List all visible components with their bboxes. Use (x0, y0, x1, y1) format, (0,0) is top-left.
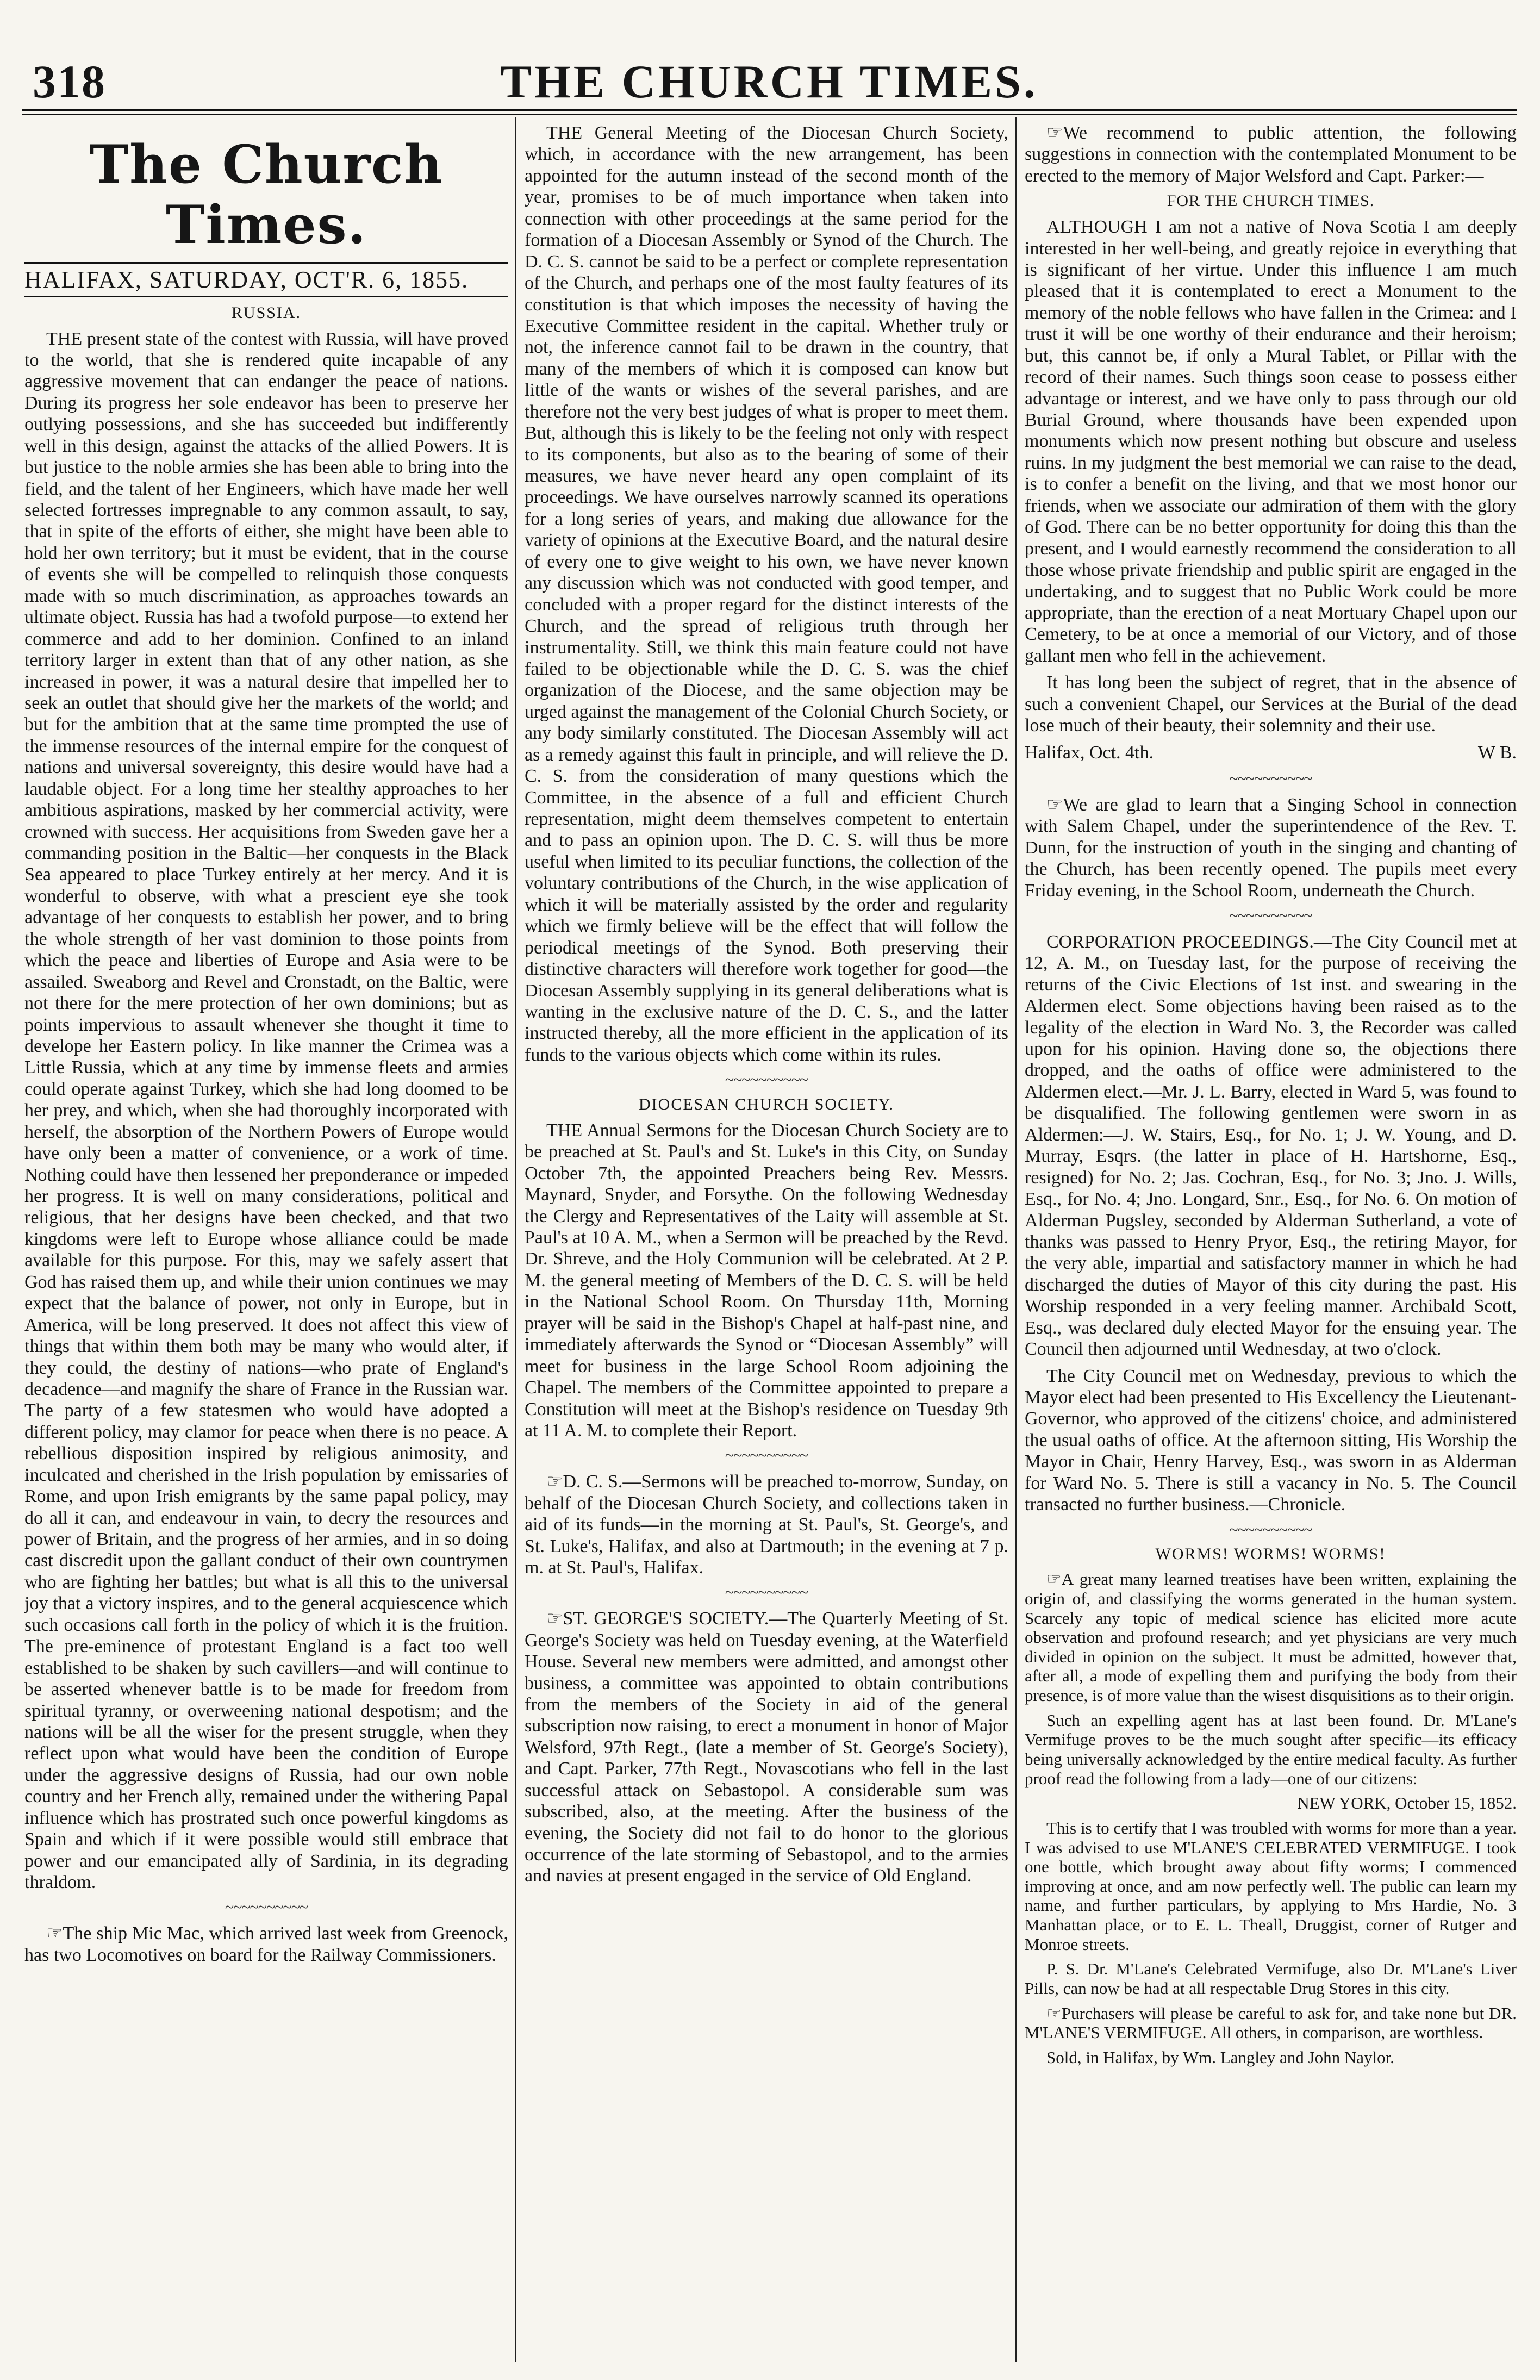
header-rule (22, 109, 1517, 111)
st-georges-society-notice: ☞ST. GEORGE'S SOCIETY.—The Quarterly Meeting of St. George's Society was held on Tuesday evening, at the Waterfield House. Several new members were admitted, and amongst other business, a committee was appointed to obtain contributions from the members of the Society in aid of the general subscription now raising, to erect a monument in honor of Major Welsford, 97th Regt., (late a member of St. George's Society), and Capt. Parker, 77th Regt., Novascotians who fell in the last successful attack on Sebastopol. A considerable sum was subscribed, also, at the meeting. After the business of the evening, the Society did not fail to do honor to the glorious occurrence of the late storming of Sebastopol, and to the armies and navies at present engaged in the service of Old England. (525, 1609, 1008, 1886)
page-number: 318 (33, 55, 106, 108)
divider: ~~~~~~~~~~ (225, 1898, 308, 1917)
masthead (22, 52, 1517, 111)
column-rule (515, 117, 516, 2362)
letter-signoff (1025, 742, 1517, 763)
signoff-place: Halifax, Oct. 4th. (1025, 742, 1154, 763)
divider: ~~~~~~~~~~ (725, 1584, 808, 1602)
running-title: THE CHURCH TIMES. (500, 55, 1038, 108)
divider: ~~~~~~~~~~ (725, 1071, 808, 1089)
divider: ~~~~~~~~~~ (725, 1447, 808, 1465)
letter-body: ALTHOUGH I am not a native of Nova Scotia I am deeply interested in her well-being, and greatly rejoice in everything that is significant of her virtue. Under this influence I am much pleased that it is contemplated to erect a Monument to the memory of the noble fellows who have fallen in the Crimea: and I trust it will be one worthy of their endurance and their heroism; but, this cannot be, if only a Mural Tablet, or Pillar with the record of their names. Such things soon cease to possess either advantage or interest, and we have only to pass through our old Burial Ground, where thousands have been expended upon monuments which now present nothing but obscure and useless ruins. In my judgment the best memorial we can raise to the dead, is to confer a benefit on the living, and that we most honor our friends, when we associate our admiration of them with the glory of God. There can be no better opportunity for doing this than the present, and I would earnestly recommend the consideration to all those whose private friendship and public spirit are engaged in the undertaking, and to suggest that no Public Work could be more appropriate, than the erection of a neat Mortuary Chapel upon our Cemetery, to be at once a memorial of our Victory, and of those gallant men who fell in the achievement. (1025, 217, 1517, 666)
singing-school-notice: ☞We are glad to learn that a Singing School in connection with Salem Chapel, under the superintendence of the Rev. T. Dunn, for the instruction of youth in the singing and chanting of the Church, has been recently opened. The pupils meet every Friday evening, in the School Room, underneath the Church. (1025, 794, 1517, 901)
header-rule-thin (22, 114, 1517, 115)
dcs-sermons-notice: ☞D. C. S.—Sermons will be preached to-morrow, Sunday, on behalf of the Diocesan Church Society, and collections taken in aid of its funds—in the morning at St. Paul's, St. George's, and St. Luke's, Halifax, and also at Dartmouth; in the evening at 7 p. m. at St. Paul's, Halifax. (525, 1472, 1008, 1578)
column-rule (1015, 117, 1017, 2362)
divider: ~~~~~~~~~~ (1229, 770, 1312, 788)
worms-ad-4: P. S. Dr. M'Lane's Celebrated Vermifuge, also Dr. M'Lane's Liver Pills, can now be had at all respectable Drug Stores in this city. (1025, 1959, 1517, 1998)
worms-ad-6: Sold, in Halifax, by Wm. Langley and John Naylor. (1046, 2047, 1394, 2067)
column-2 (525, 122, 1008, 2357)
column-1 (24, 122, 508, 2357)
signoff-initials: W B. (1477, 742, 1517, 763)
section-heading-russia: RUSSIA. (231, 303, 302, 322)
russia-article: THE present state of the contest with Russia, will have proved to the world, that she is rendered quite incapable of any aggressive movement that can endanger the peace of nations. During its progress her sole endeavor has been to preserve her outlying possessions, and she has succeeded but indifferently well in this design, against the attacks of the allied Powers. It is but justice to the noble armies she has been able to bring into the field, and the talent of her Engineers, which have made her well selected fortresses impregnable to any common assault, to say, that in spite of the efforts of either, she might have been able to hold her own territory; but it must be evident, that in the course of events she will be compelled to relinquish those conquests made with so much discrimination, as approaches towards an ultimate object. Russia has had a twofold purpose—to extend her commerce and add to her dominion. Confined to an inland territory larger in extent than that of any other nation, as she increased in power, it was a natural desire that impelled her to seek an outlet that should give her the markets of the world; and but for the ambition that at the same time prompted the use of the immense resources of the internal empire for the conquest of nations and universal sovereignty, this desire would have had a laudable object. For a long time her stealthy approaches to her ambitious aspirations, masked by her commercial activity, were crowned with success. Her acquisitions from Sweden gave her a commanding position in the Baltic—her conquests in the Black Sea appeared to place Turkey entirely at her mercy. And it is wonderful to observe, with what a prescient eye she took advantage of her conquests to establish her power, and to bring the whole strength of her vast dominion to those points from which the peace and liberties of Europe and Asia were to be assailed. Sweaborg and Revel and Cronstadt, on the Baltic, were not there for the mere protection of her own dominions; but as points impervious to assault whenever she thought it time to develope her Eastern policy. In like manner the Crimea was a Little Russia, which at any time by immense fleets and armies could operate against Turkey, which she had long doomed to be her prey, and which, when she had thoroughly incorporated with herself, the absorption of the Northern Powers of Europe would have only been a matter of convenience, or a work of time. Nothing could have then lessened her preponderance or impeded her progress. It is well on many considerations, political and religious, that her designs have been checked, and that two kingdoms were left to Europe whose alliance could be made available for this purpose. For this, may we safely assert that God has raised them up, and while their union continues we may expect that the balance of power, not only in Europe, but in America, will be long preserved. It does not affect this view of things that within them both may be many who would alter, if they could, the destiny of nations—who prate of England's decadence—and magnify the share of France in the Russian war. The party of a few statesmen who would have adopted a different policy, may clamor for peace when there is no peace. A rebellious disposition inspired by religious animosity, and inculcated and cherished in the Irish population by emissaries of Rome, and upon Irish emigrants by the same papal policy, may do all it can, and endeavour in vain, to decry the resources and power of Britain, and the progress of her armies, and in so doing cast discredit upon the gallant conduct of their own countrymen who are fighting her battles; but what is all this to the universal joy that a victory inspires, and to the general acquiescence which such occasions call forth in the policy of which it is the fruition. The pre-eminence of protestant England is a fact too well established to be shaken by such cavillers—and will continue to be asserted whenever battle is to be made for freedom from spiritual tyranny, or overweening national despotism; and the nations will be all the wiser for the present struggle, when they reflect upon what would have been the condition of Europe under the aggressive designs of Russia, had our own noble country and her French ally, remained under the withering Papal influence which has prostrated such once powerful kingdoms as Spain and which if it were possible would still embrace that power and our emancipated ally of Sardinia, in its degrading thraldom. (24, 328, 508, 1893)
worms-ad-date: NEW YORK, October 15, 1852. (1297, 1793, 1517, 1813)
worms-ad-2: Such an expelling agent has at last been found. Dr. M'Lane's Vermifuge proves to be the much sought after specific—its efficacy being universally acknowledged by the entire medical faculty. As further proof read the following from a lady—one of our citizens: (1025, 1710, 1517, 1788)
worms-ad-3: This is to certify that I was troubled with worms for more than a year. I was advised to use M'LANE'S CELEBRATED VERMIFUGE. I took one bottle, which brought away about fifty worms; I commenced improving at once, and am now perfectly well. The public can learn my name, and further particulars, by applying to Mrs Hardie, No. 3 Manhattan place, or to E. L. Theall, Druggist, corner of Rutger and Monroe streets. (1025, 1818, 1517, 1954)
column-3 (1025, 122, 1517, 2357)
worms-heading: WORMS! WORMS! WORMS! (1155, 1545, 1386, 1563)
divider: ~~~~~~~~~~ (1229, 907, 1312, 925)
newspaper-flag: The Church Times. (89, 134, 444, 256)
general-meeting-article: THE General Meeting of the Diocesan Church Society, which, in accordance with the new arrangement, has been appointed for the autumn instead of the second month of the year, promises to be of much importance when taken into connection with other proceedings at the same period for the formation of a Diocesan Assembly or Synod of the Church. The D. C. S. cannot be said to be a perfect or complete representation of the Church, and perhaps one of the most faulty features of its constitution is that which imposes the necessity of having the Executive Committee resident in the capital. Whether truly or not, the inference cannot fail to be drawn in the country, that many of the members of which it is composed can know but little of the wants or wishes of the several parishes, and are therefore not the very best judges of what is proper to meet them. But, although this is likely to be the feeling not only with respect to its components, but also as to the bearing of some of their measures, we have never heard any open complaint of its proceedings. We have ourselves narrowly scanned its operations for a long series of years, and making due allowance for the variety of opinions at the Executive Board, and the natural desire of every one to give weight to his own, we have never known any discussion which was not conducted with good temper, and concluded with a proper regard for the distinct interests of the Church, and the spread of religious truth through her instrumentality. Still, we think this main feature could not have failed to be objectionable while the D. C. S. was the chief organization of the Diocese, and the same objection may be urged against the management of the Colonial Church Society, or any body similarly constituted. The Diocesan Assembly will act as a remedy against this fault in principle, and will relieve the D. C. S. from the consideration of many questions which the Committee, in the absence of a full and efficient Church representation, might deem themselves competent to entertain and to pass an opinion upon. The D. C. S. will thus be more useful when limited to its peculiar functions, the collection of the voluntary contributions of the Church, in the wise application of which it will be materially assisted by the order and regularity which we firmly believe will be the effect that will follow the periodical meetings of the Synod. Both preserving their distinctive characters will therefore work together for good—the Diocesan Assembly supplying in its general deliberations what is wanting in the exclusive nature of the D. C. S., and the latter instructed thereby, all the more efficient in the application of its funds to the various objects which come within its rules. (525, 123, 1008, 1065)
monument-intro: ☞We recommend to public attention, the following suggestions in connection with the contemplated Monument to be erected to the memory of Major Welsford and Capt. Parker:— (1025, 123, 1517, 186)
locomotives-notice: ☞The ship Mic Mac, which arrived last week from Greenock, has two Locomotives on board for the Railway Commissioners. (24, 1923, 508, 1965)
dateline: HALIFAX, SATURDAY, OCT'R. 6, 1855. (24, 262, 508, 297)
divider: ~~~~~~~~~~ (1229, 1521, 1312, 1539)
letter-body-2: It has long been the subject of regret, that in the absence of such a convenient Chapel, our Services at the Burial of the dead lose much of their beauty, their solemnity and their use. (1025, 672, 1517, 736)
corporation-proceedings: CORPORATION PROCEEDINGS.—The City Council met at 12, A. M., on Tuesday last, for the purpose of receiving the returns of the Civic Elections of 1st inst. and swearing in the Aldermen elect. Some objections having been raised as to the legality of the election in Ward No. 3, the Recorder was called upon for his opinion. Having done so, the objections there dropped, and the oaths of office were administered to the Aldermen elect.—Mr. J. L. Barry, elected in Ward 5, was found to be disqualified. The following gentlemen were sworn in as Aldermen:—J. W. Stairs, Esq., for No. 1; J. W. Young, and D. Murray, Esqrs. (the latter in place of H. Hartshorne, Esq., resigned) for No. 2; Jas. Cochran, Esq., for No. 3; Jno. J. Wills, Esq., for No. 4; Jno. Longard, Snr., Esq., for No. 6. On motion of Alderman Pugsley, seconded by Alderman Sutherland, a vote of thanks was passed to Henry Pryor, Esq., the retiring Mayor, for the very able, impartial and satisfactory manner in which he had discharged the duties of Mayor of this city during the past. His Worship responded in a very feeling manner. Archibald Scott, Esq., was declared duly elected Mayor for the ensuing year. The Council then adjourned until Wednesday, at two o'clock. (1025, 931, 1517, 1360)
worms-ad-5: ☞Purchasers will please be careful to ask for, and take none but DR. M'LANE'S VERMIFUGE. All others, in comparison, are worthless. (1025, 2003, 1517, 2042)
section-heading-dcs: DIOCESAN CHURCH SOCIETY. (639, 1095, 894, 1114)
worms-ad-1: ☞A great many learned treatises have been written, explaining the origin of, and classifying the worms generated in the human system. Scarcely any topic of medical science has elicited more acute observation and profound research; and yet physicians are very much divided in opinion on the subject. It must be admitted, however that, after all, a mode of expelling them and purifying the body from their presence, is of more value than the wisest disquisitions as to their origin. (1025, 1569, 1517, 1705)
annual-sermons-notice: THE Annual Sermons for the Diocesan Church Society are to be preached at St. Paul's and St. Luke's in this City, on Sunday October 7th, the appointed Preachers being Rev. Messrs. Maynard, Snyder, and Forsythe. On the following Wednesday the Clergy and Representatives of the Laity will assemble at St. Paul's at 10 A. M., when a Sermon will be preached by the Revd. Dr. Shreve, and the Holy Communion will be celebrated. At 2 P. M. the general meeting of Members of the D. C. S. will be held in the National School Room. On Thursday 11th, Morning prayer will be said in the Bishop's Chapel at half-past nine, and immediately afterwards the Synod or “Diocesan Assembly” will meet for business in the large School Room adjoining the Chapel. The members of the Committee appointed to prepare a Constitution will meet at the Bishop's residence on Tuesday 9th at 11 A. M. to complete their Report. (525, 1120, 1008, 1441)
section-heading-letter: FOR THE CHURCH TIMES. (1167, 192, 1375, 210)
corporation-proceedings-2: The City Council met on Wednesday, previous to which the Mayor elect had been presented to His Excellency the Lieutenant-Governor, who approved of the citizens' choice, and administered the usual oaths of office. At the afternoon sitting, His Worship the Mayor in Chair, Henry Harvey, Esq., was sworn in as Alderman for Ward No. 5. There is still a vacancy in No. 5. The Council transacted no further business.—Chronicle. (1025, 1366, 1517, 1515)
